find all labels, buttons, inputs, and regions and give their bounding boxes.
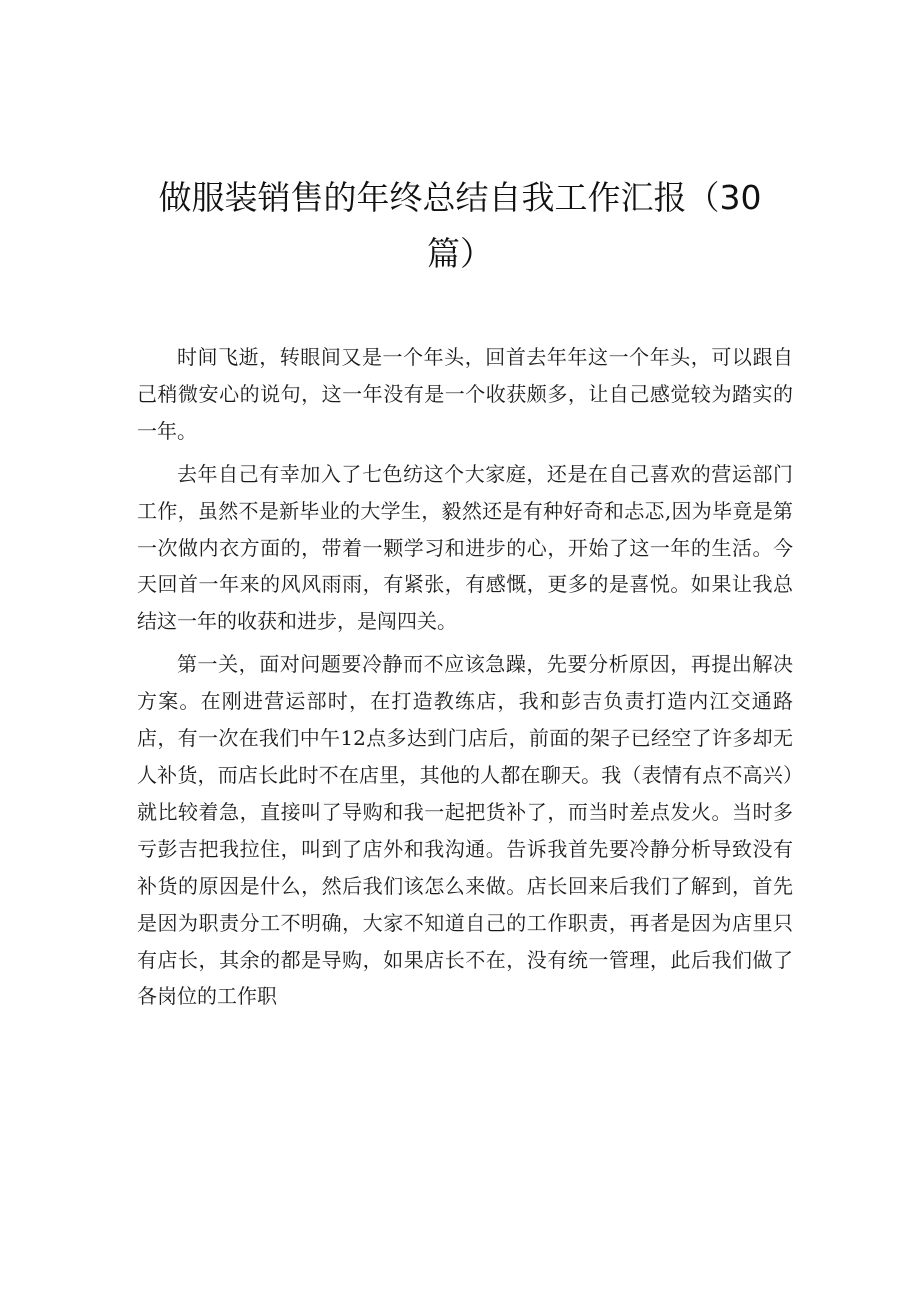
paragraph-2: 去年自己有幸加入了七色纺这个大家庭，还是在自己喜欢的营运部门工作，虽然不是新毕业的大学生，毅然还是有种好奇和忐忑,因为毕竟是第一次做内衣方面的，带着一颗学习和进步的心，开始了这一年的生活。今天回首一年来的风风雨雨，有紧张，有感慨，更多的是喜悦。如果让我总结这一年的收获和进步，是闯四关。 (137, 461, 793, 634)
paragraph-1: 时间飞逝，转眼间又是一个年头，回首去年年这一个年头，可以跟自己稍微安心的说句，这一年没有是一个收获颇多，让自己感觉较为踏实的一年。 (137, 345, 793, 443)
paragraph-3: 第一关，面对问题要冷静而不应该急躁，先要分析原因，再提出解决方案。在刚进营运部时，在打造教练店，我和彭吉负责打造内江交通路店，有一次在我们中午12点多达到门店后，前面的架子已经空了许多却无人补货，而店长此时不在店里，其他的人都在聊天。我（表情有点不高兴）就比较着急，直接叫了导购和我一起把货补了，而当时差点发火。当时多亏彭吉把我拉住，叫到了店外和我沟通。告诉我首先要冷静分析导致没有补货的原因是什么，然后我们该怎么来做。店长回来后我们了解到，首先是因为职责分工不明确，大家不知道自己的工作职责，再者是因为店里只有店长，其余的都是导购，如果店长不在，没有统一管理，此后我们做了各岗位的工作职 (137, 652, 793, 1009)
title-line-1: 做服装销售的年终总结自我工作汇报（30 (158, 178, 762, 218)
document-body (137, 339, 793, 1021)
document-title (130, 170, 790, 282)
title-line-2: 篇） (427, 234, 493, 274)
